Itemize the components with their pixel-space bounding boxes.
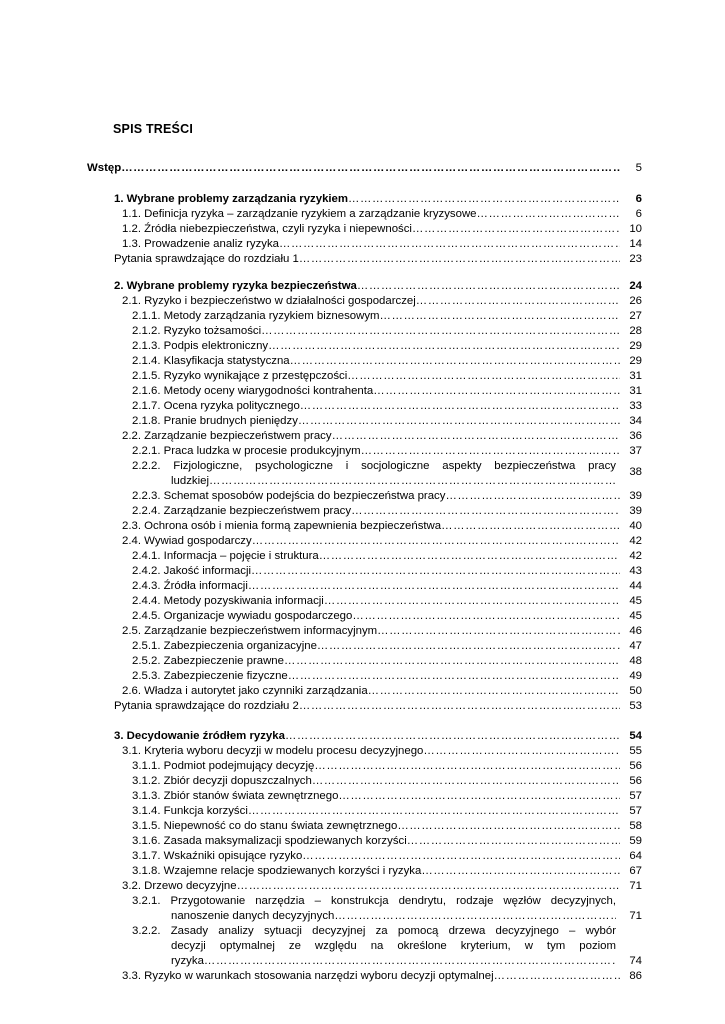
toc-entry-title: 3.2. Drzewo decyzyjne bbox=[122, 880, 237, 892]
toc-entry-page: 39 bbox=[629, 490, 642, 502]
toc-entry-page: 28 bbox=[629, 325, 642, 337]
toc-entry-title: 2.4.5. Organizacje wywiadu gospodarczego bbox=[132, 610, 353, 622]
toc-entry-title: 2.1.3. Podpis elektroniczny bbox=[132, 340, 269, 352]
toc-entry-title: 3.1. Kryteria wyboru decyzji w modelu procesu decyzyjnego bbox=[122, 745, 424, 757]
toc-entry[interactable] bbox=[132, 564, 642, 579]
toc-entry[interactable] bbox=[132, 444, 642, 459]
toc-entry[interactable] bbox=[132, 489, 642, 504]
toc-entry[interactable] bbox=[122, 969, 642, 984]
toc-entry[interactable] bbox=[132, 669, 642, 684]
toc-entry-title: 2.4.3. Źródła informacji bbox=[132, 580, 248, 592]
toc-entry-title: 1.2. Źródła niebezpieczeństwa, czyli ryzyka i niepewności bbox=[122, 223, 412, 235]
toc-entry-page: 26 bbox=[629, 295, 642, 307]
toc-entry[interactable] bbox=[132, 759, 642, 774]
toc-entry-title: 2.2.3. Schemat sposobów podejścia do bezpieczeństwa pracy bbox=[132, 490, 446, 502]
toc-entry-page: 5 bbox=[635, 162, 642, 174]
toc-entry-title-cont: nanoszenie danych decyzyjnych bbox=[171, 910, 335, 922]
toc-entry[interactable] bbox=[132, 594, 642, 609]
toc-entry-page: 47 bbox=[629, 640, 642, 652]
toc-entry[interactable] bbox=[132, 354, 642, 369]
toc-entry[interactable] bbox=[122, 222, 642, 237]
page-title: SPIS TREŚCI bbox=[113, 122, 193, 136]
toc-entry-title: 2.1.5. Ryzyko wynikające z przestępczości bbox=[132, 370, 348, 382]
toc-entry-title: 3.1.2. Zbiór decyzji dopuszczalnych bbox=[132, 775, 312, 787]
toc-entry-title: 3.2.2. Zasady analizy sytuacji decyzyjnej za pomocą drzewa decyzyjnego – wybór bbox=[132, 925, 616, 937]
toc-entry[interactable] bbox=[132, 384, 642, 399]
toc-entry-title: 2.1.6. Metody oceny wiarygodności kontrahenta bbox=[132, 385, 374, 397]
toc-entry[interactable] bbox=[132, 339, 642, 354]
toc-entry-title-cont: ludzkiej bbox=[171, 475, 209, 487]
toc-entry-title: 2.6. Władza i autorytet jako czynniki zarządzania bbox=[122, 685, 368, 697]
toc-entry-page: 39 bbox=[629, 505, 642, 517]
toc-entry-title: Pytania sprawdzające do rozdziału 2 bbox=[114, 700, 299, 712]
toc-entry-title: 2.2.1. Praca ludzka w procesie produkcyjnym bbox=[132, 445, 361, 457]
toc-entry-title: 3.1.4. Funkcja korzyści bbox=[132, 805, 248, 817]
toc-entry-chapter-1[interactable] bbox=[114, 192, 642, 207]
toc-entry-page: 42 bbox=[629, 550, 642, 562]
toc-entry-title: 3. Decydowanie źródłem ryzyka bbox=[114, 730, 285, 742]
toc-entry-title: 2.1.7. Ocena ryzyka politycznego bbox=[132, 400, 300, 412]
toc-entry[interactable] bbox=[132, 399, 642, 414]
toc-entry-title: 1.3. Prowadzenie analiz ryzyka bbox=[122, 238, 280, 250]
toc-entry-page: 10 bbox=[629, 223, 642, 235]
toc-entry-page: 64 bbox=[629, 850, 642, 862]
toc-entry[interactable] bbox=[132, 639, 642, 654]
toc-entry[interactable] bbox=[132, 834, 642, 849]
toc-entry-page: 57 bbox=[629, 805, 642, 817]
toc-entry-page: 59 bbox=[629, 835, 642, 847]
toc-entry[interactable] bbox=[132, 324, 642, 339]
toc-entry-page: 27 bbox=[629, 310, 642, 322]
toc-entry[interactable] bbox=[122, 519, 642, 534]
toc-entry-chapter-2[interactable] bbox=[114, 279, 642, 294]
toc-entry[interactable] bbox=[132, 579, 642, 594]
toc-entry[interactable] bbox=[132, 864, 642, 879]
toc-entry-title: Pytania sprawdzające do rozdziału 1 bbox=[114, 253, 299, 265]
toc-entry[interactable] bbox=[132, 414, 642, 429]
toc-entry[interactable] bbox=[122, 534, 642, 549]
toc-entry-intro[interactable] bbox=[87, 161, 642, 176]
toc-entry-title: 2.2.2. Fizjologiczne, psychologiczne i socjologiczne aspekty bezpieczeństwa pracy bbox=[132, 460, 616, 472]
toc-entry-page: 71 bbox=[629, 880, 642, 892]
toc-entry-title-cont: decyzji optymalnej ze względu na określone kryterium, w tym poziom bbox=[171, 940, 616, 952]
toc-entry-title: 3.2.1. Przygotowanie narzędzia – konstrukcja dendrytu, rodzaje węzłów decyzyjnych, bbox=[132, 895, 616, 907]
toc-entry-title: 3.1.3. Zbiór stanów świata zewnętrznego bbox=[132, 790, 339, 802]
toc-entry[interactable] bbox=[122, 237, 642, 252]
toc-entry[interactable] bbox=[122, 744, 642, 759]
toc-entry-title: 2.1.8. Pranie brudnych pieniędzy bbox=[132, 415, 298, 427]
toc-entry-page: 56 bbox=[629, 775, 642, 787]
toc-entry-title: 2.1. Ryzyko i bezpieczeństwo w działalności gospodarczej bbox=[122, 295, 416, 307]
toc-entry[interactable] bbox=[132, 654, 642, 669]
toc-entry-title: 2.2. Zarządzanie bezpieczeństwem pracy bbox=[122, 430, 332, 442]
toc-entry-page: 40 bbox=[629, 520, 642, 532]
toc-entry-title: 3.3. Ryzyko w warunkach stosowania narzędzi wyboru decyzji optymalnej bbox=[122, 970, 494, 982]
toc-entry-title: 3.1.6. Zasada maksymalizacji spodziewanych korzyści bbox=[132, 835, 407, 847]
toc-entry-page: 74 bbox=[629, 955, 642, 967]
toc-entry-title: 2.4. Wywiad gospodarczy bbox=[122, 535, 252, 547]
toc-entry-page: 37 bbox=[629, 445, 642, 457]
toc-entry-page: 58 bbox=[629, 820, 642, 832]
toc-entry[interactable] bbox=[132, 924, 616, 969]
toc-entry-page: 54 bbox=[629, 730, 642, 742]
toc-entry-title: 2.2.4. Zarządzanie bezpieczeństwem pracy bbox=[132, 505, 352, 517]
toc-entry-title: 2. Wybrane problemy ryzyka bezpieczeństwa bbox=[114, 280, 357, 292]
toc-entry-title: 2.4.1. Informacja – pojęcie i struktura bbox=[132, 550, 319, 562]
toc-entry-page: 67 bbox=[629, 865, 642, 877]
toc-entry[interactable] bbox=[132, 789, 642, 804]
toc-entry-title: 2.1.4. Klasyfikacja statystyczna bbox=[132, 355, 290, 367]
toc-entry-page: 45 bbox=[629, 595, 642, 607]
toc-entry-page: 23 bbox=[629, 253, 642, 265]
toc-entry-page: 42 bbox=[629, 535, 642, 547]
toc-entry-page: 55 bbox=[629, 745, 642, 757]
toc-entry-title: 2.1.1. Metody zarządzania ryzykiem biznesowym bbox=[132, 310, 380, 322]
toc-entry[interactable] bbox=[132, 549, 642, 564]
toc-entry-page: 36 bbox=[629, 430, 642, 442]
toc-entry-title: 2.3. Ochrona osób i mienia formą zapewnienia bezpieczeństwa bbox=[122, 520, 442, 532]
toc-entry-page: 45 bbox=[629, 610, 642, 622]
toc-entry-title: 2.4.4. Metody pozyskiwania informacji bbox=[132, 595, 324, 607]
toc-entry[interactable] bbox=[132, 894, 616, 924]
toc-entry-title: 3.1.7. Wskaźniki opisujące ryzyko bbox=[132, 850, 303, 862]
toc-entry-title: 2.5.1. Zabezpieczenia organizacyjne bbox=[132, 640, 317, 652]
toc-entry-page: 49 bbox=[629, 670, 642, 682]
toc-entry[interactable] bbox=[132, 774, 642, 789]
toc-entry[interactable] bbox=[122, 879, 642, 894]
toc-entry-chapter-3[interactable] bbox=[114, 729, 642, 744]
toc-entry-page: 6 bbox=[635, 193, 642, 205]
toc-entry-title: 3.1.5. Niepewność co do stanu świata zewnętrznego bbox=[132, 820, 398, 832]
toc-entry-page: 53 bbox=[629, 700, 642, 712]
toc-entry[interactable] bbox=[132, 459, 616, 489]
toc-entry-page: 14 bbox=[629, 238, 642, 250]
toc-entry-page: 34 bbox=[629, 415, 642, 427]
toc-entry-title: Wstęp bbox=[87, 162, 122, 174]
toc-entry-page: 44 bbox=[629, 580, 642, 592]
toc-entry-page: 31 bbox=[629, 385, 642, 397]
toc-entry-title: 2.1.2. Ryzyko tożsamości bbox=[132, 325, 262, 337]
toc-entry[interactable] bbox=[132, 804, 642, 819]
toc-entry-page: 33 bbox=[629, 400, 642, 412]
toc-entry-title: 2.4.2. Jakość informacji bbox=[132, 565, 252, 577]
toc-entry-page: 31 bbox=[629, 370, 642, 382]
toc-entry[interactable] bbox=[132, 504, 642, 519]
toc-entry-title: 3.1.8. Wzajemne relacje spodziewanych korzyści i ryzyka bbox=[132, 865, 422, 877]
toc-entry-page: 71 bbox=[629, 910, 642, 922]
toc-entry[interactable] bbox=[132, 309, 642, 324]
toc-entry-title: 3.1.1. Podmiot podejmujący decyzję bbox=[132, 760, 315, 772]
toc-entry-page: 38 bbox=[629, 466, 642, 478]
toc-entry[interactable] bbox=[122, 207, 642, 222]
toc-entry-page: 6 bbox=[635, 208, 642, 220]
toc-entry-page: 29 bbox=[629, 355, 642, 367]
toc-entry-title: 1. Wybrane problemy zarządzania ryzykiem bbox=[114, 193, 349, 205]
toc-entry-page: 57 bbox=[629, 790, 642, 802]
toc-entry-page: 46 bbox=[629, 625, 642, 637]
toc-entry-page: 56 bbox=[629, 760, 642, 772]
toc-entry-page: 48 bbox=[629, 655, 642, 667]
toc-entry-title: 2.5.2. Zabezpieczenie prawne bbox=[132, 655, 284, 667]
toc-entry-title: 2.5.3. Zabezpieczenie fizyczne bbox=[132, 670, 288, 682]
toc-entry[interactable] bbox=[122, 624, 642, 639]
toc-entry-page: 43 bbox=[629, 565, 642, 577]
toc-entry[interactable] bbox=[122, 429, 642, 444]
toc-entry[interactable] bbox=[122, 684, 642, 699]
toc-entry-title-cont: ryzyka bbox=[171, 955, 204, 967]
toc-entry[interactable] bbox=[114, 699, 642, 714]
toc-entry-page: 29 bbox=[629, 340, 642, 352]
toc-entry[interactable] bbox=[132, 369, 642, 384]
toc-entry-page: 50 bbox=[629, 685, 642, 697]
toc-entry[interactable] bbox=[114, 252, 642, 267]
toc-entry[interactable] bbox=[132, 819, 642, 834]
toc-entry[interactable] bbox=[132, 609, 642, 624]
toc-entry[interactable] bbox=[132, 849, 642, 864]
toc-entry-title: 1.1. Definicja ryzyka – zarządzanie ryzykiem a zarządzanie kryzysowe bbox=[122, 208, 477, 220]
toc-entry-title: 2.5. Zarządzanie bezpieczeństwem informacyjnym bbox=[122, 625, 378, 637]
toc-entry-page: 24 bbox=[629, 280, 642, 292]
toc-entry[interactable] bbox=[122, 294, 642, 309]
toc-entry-page: 86 bbox=[629, 970, 642, 982]
